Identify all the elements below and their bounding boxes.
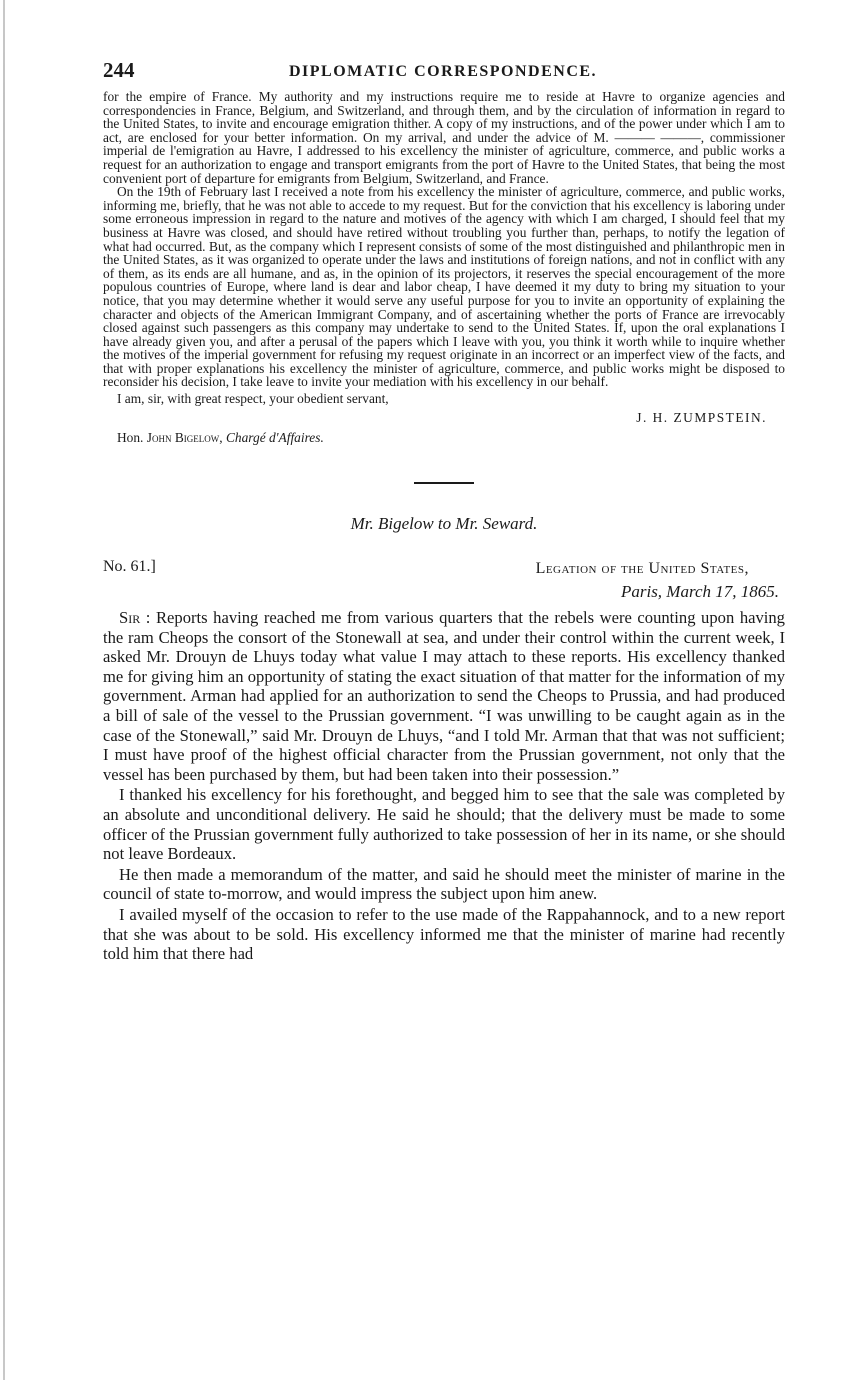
signature-block [103, 410, 785, 448]
letter-paragraph [103, 608, 785, 784]
letter-paragraph: He then made a memorandum of the matter, and said he should meet the minister of marine in the council of state to-morrow, and would impress the subject upon him anew. [103, 864, 785, 904]
legation-heading: Legation of the United States, [535, 560, 749, 578]
letter-body [103, 608, 785, 964]
addressee-name: John Bigelow, [146, 430, 223, 446]
dateline [103, 558, 785, 608]
section-divider [414, 482, 474, 484]
closing-line: I am, sir, with great respect, your obedient servant, [117, 391, 389, 407]
signature: J. H. ZUMPSTEIN. [636, 410, 767, 426]
place-and-date: Paris, March 17, 1865. [620, 582, 779, 602]
letter-paragraph: I availed myself of the occasion to refer to the use made of the Rappahannock, and to a new report that she was about to be sold. His excellency informed me that the minister of marine had recently told him that there had [103, 904, 785, 964]
prior-letter [103, 90, 785, 448]
letter-paragraph-text: Reports having reached me from various quarters that the rebels were counting upon having the ram Cheops the consort of the Stonewall at sea, and under their control within the current week, I asked Mr. Drouyn de Lhuys today what value I may attach to these reports. His excellency thanked me for giving him an opportunity of stating the exact situation of that matter for the information of my government. Arman had applied for an authorization to send the Cheops to Prussia, and had produced a bill of sale of the vessel to the Prussian government. “I was unwilling to be caught again as in the case of the Stonewall,” said Mr. Drouyn de Lhuys, “and I told Mr. Arman that that was not sufficient; I must have proof of the highest official character from the Prussian government, not only that the vessel has been purchased by them, but had been taken into their possession.” [103, 608, 785, 784]
addressee-title: Chargé d'Affaires. [225, 430, 324, 446]
page-header [103, 58, 785, 90]
letter-title: Mr. Bigelow to Mr. Seward. [350, 514, 538, 534]
running-head: DIPLOMATIC CORRESPONDENCE. [289, 63, 598, 80]
document-number: No. 61.] [103, 558, 156, 576]
page-number: 244 [103, 58, 135, 82]
addressee [117, 430, 324, 446]
letter-paragraph: I thanked his excellency for his forethought, and begged him to see that the sale was completed by an absolute and unconditional delivery. He said he should; that the delivery must be made to some officer of the Prussian government fully authorized to take possession of her in its name, or she should not leave Bordeaux. [103, 785, 785, 864]
page-gutter-line [3, 0, 5, 1380]
prior-letter-paragraph: On the 19th of February last I received a note from his excellency the minister of agriculture, commerce, and public works, informing me, briefly, that he was not able to accede to my request. But for the conviction that his excellency is laboring under some erroneous impression in regard to the nature and motives of the agency with which I am charged, I should feel that my business at Havre was closed, and should have retired without troubling you further than, perhaps, to notify the legation of what had occurred. But, as the company which I represent consists of some of the most distinguished and philanthropic men in the United States, as it was organized to operate under the laws and institutions of foreign nations, and not in conflict with any of them, as its ends are all humane, and as, in the opinion of its projectors, it reserves the special encouragement of the more populous countries of Europe, where land is dear and labor cheap, I have deemed it my duty to bring my situation to your notice, that you may determine whether it would serve any useful purpose for you to invite an opportunity of explaining the character and objects of the American Immigrant Company, and of ascertaining whether the ports of France are irrevocably closed against such passengers as this company may undertake to send to the United States. If, upon the oral explanations I have already given you, and after a perusal of the papers which I leave with you, you think it worth while to inquire whether the motives of the imperial government for refusing my request originate in an incorrect or an imperfect view of the facts, and that with proper explanations his excellency the minister of agriculture, commerce, and public works might be disposed to reconsider his decision, I take leave to invite your mediation with his excellency in our behalf. [103, 184, 785, 390]
salutation: Sir : [119, 608, 151, 628]
addressee-prefix: Hon. [117, 430, 144, 446]
page [103, 58, 785, 964]
prior-letter-paragraph: for the empire of France. My authority and my instructions require me to reside at Havre to organize agencies and correspondencies in France, Belgium, and Switzerland, and through them, and by the circulation of information in regard to the United States, to invite and encourage emigration thither. A copy of my instructions, and of the power under which I am to act, are enclosed for your better information. On my arrival, and under the advice of M. ——— ———, commissioner imperial de l'emigration au Havre, I addressed to his excellency the minister of agriculture, commerce, and public works a request for an authorization to engage and transport emigrants from the port of Havre to the United States, that being the most convenient port of departure for emigrants from Belgium, Switzerland, and France. [103, 89, 785, 186]
